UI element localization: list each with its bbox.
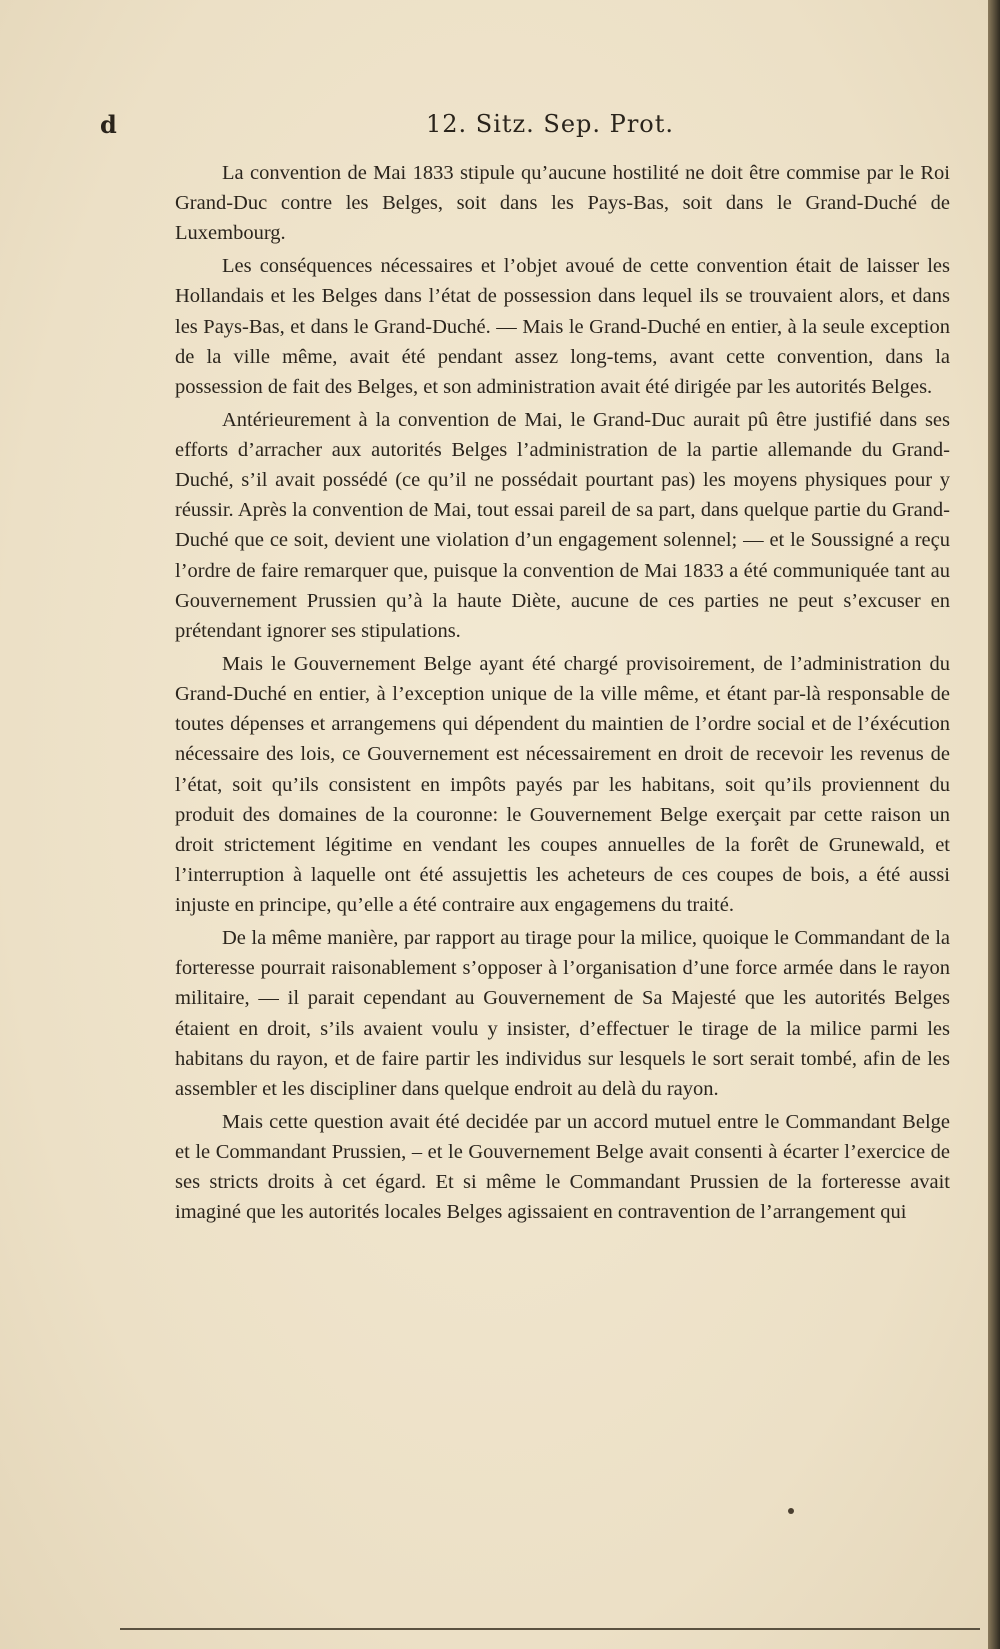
paragraph-1: La convention de Mai 1833 stipule qu’aucune hostilité ne doit être commise par le Roi Grand-Duc contre les Belges, soit dans les Pays-Bas, soit dans le Grand-Duché de Luxembourg. bbox=[175, 162, 950, 245]
body-text bbox=[175, 158, 950, 1230]
paragraph-5: De la même manière, par rapport au tirage pour la milice, quoique le Commandant de la forteresse pourrait raisonablement s’opposer à l’organisation d’une force armée dans le rayon militaire, — il parait cependant au Gouvernement de Sa Majesté que les autorités Belges étaient en droit, s’ils avaient voulu y insister, d’effectuer le tirage de la milice parmi les habitans du rayon, et de faire partir les individus sur lesquels le sort serait tombé, afin de les assembler et les discipliner dans quelque endroit au delà du rayon. bbox=[175, 927, 950, 1101]
paragraph-3: Antérieurement à la convention de Mai, le Grand-Duc aurait pû être justifié dans ses efforts d’arracher aux autorités Belges l’administration de la partie allemande du Grand-Duché, s’il avait possédé (ce qu’il ne possédait pourtant pas) les moyens physiques pour y réussir. Après la convention de Mai, tout essai pareil de sa part, dans quelque partie du Grand-Duché que ce soit, devient une violation d’un engagement solennel; — et le Soussigné a reçu l’ordre de faire remarquer que, puisque la convention de Mai 1833 a été communiquée tant au Gouvernement Prussien qu’à la haute Diète, aucune de ces parties ne peut s’excuser en prétendant ignorer ses stipulations. bbox=[175, 408, 950, 643]
ink-dot bbox=[788, 1508, 794, 1514]
running-head: 12. Sitz. Sep. Prot. bbox=[425, 110, 675, 138]
paragraph-6: Mais cette question avait été decidée par un accord mutuel entre le Commandant Belge et le Commandant Prussien, – et le Gouvernement Belge avait consenti à écarter l’exercice de ses stricts droits à cet égard. Et si même le Commandant Prussien de la forteresse avait imaginé que les autorités locales Belges agissaient en contravention de l’arrangement qui bbox=[175, 1110, 950, 1224]
paragraph-4: Mais le Gouvernement Belge ayant été chargé provisoirement, de l’administration du Grand-Duché en entier, à l’exception unique de la ville même, et étant par-là responsable de toutes dépenses et arrangemens qui dépendent du maintien de l’ordre social et de l’éxécution nécessaire des lois, ce Gouvernement est nécessairement en droit de recevoir les revenus de l’état, soit qu’ils consistent en impôts payés par les habitans, soit qu’ils proviennent du produit des domaines de la couronne: le Gouvernement Belge exerçait par cette raison un droit strictement légitime en vendant les coupes annuelles de la forêt de Grunewald, et l’interruption à laquelle ont été assujettis les acheteurs de ces coupes de bois, a été aussi injuste en principe, qu’elle a été contraire aux engagemens du traité. bbox=[175, 652, 950, 917]
page-header bbox=[0, 110, 990, 146]
page-edge-shadow bbox=[988, 0, 1000, 1649]
bottom-rule bbox=[120, 1628, 980, 1630]
signature-mark: d bbox=[100, 110, 117, 139]
paragraph-2: Les conséquences nécessaires et l’objet avoué de cette convention était de laisser les Hollandais et les Belges dans l’état de possession dans lequel ils se trouvaient alors, et dans les Pays-Bas, et dans le Grand-Duché. — Mais le Grand-Duché en entier, à la seule exception de la ville même, avait été pendant assez long-tems, avant cette convention, dans la possession de fait des Belges, et son administration avait été dirigée par les autorités Belges. bbox=[175, 255, 950, 398]
